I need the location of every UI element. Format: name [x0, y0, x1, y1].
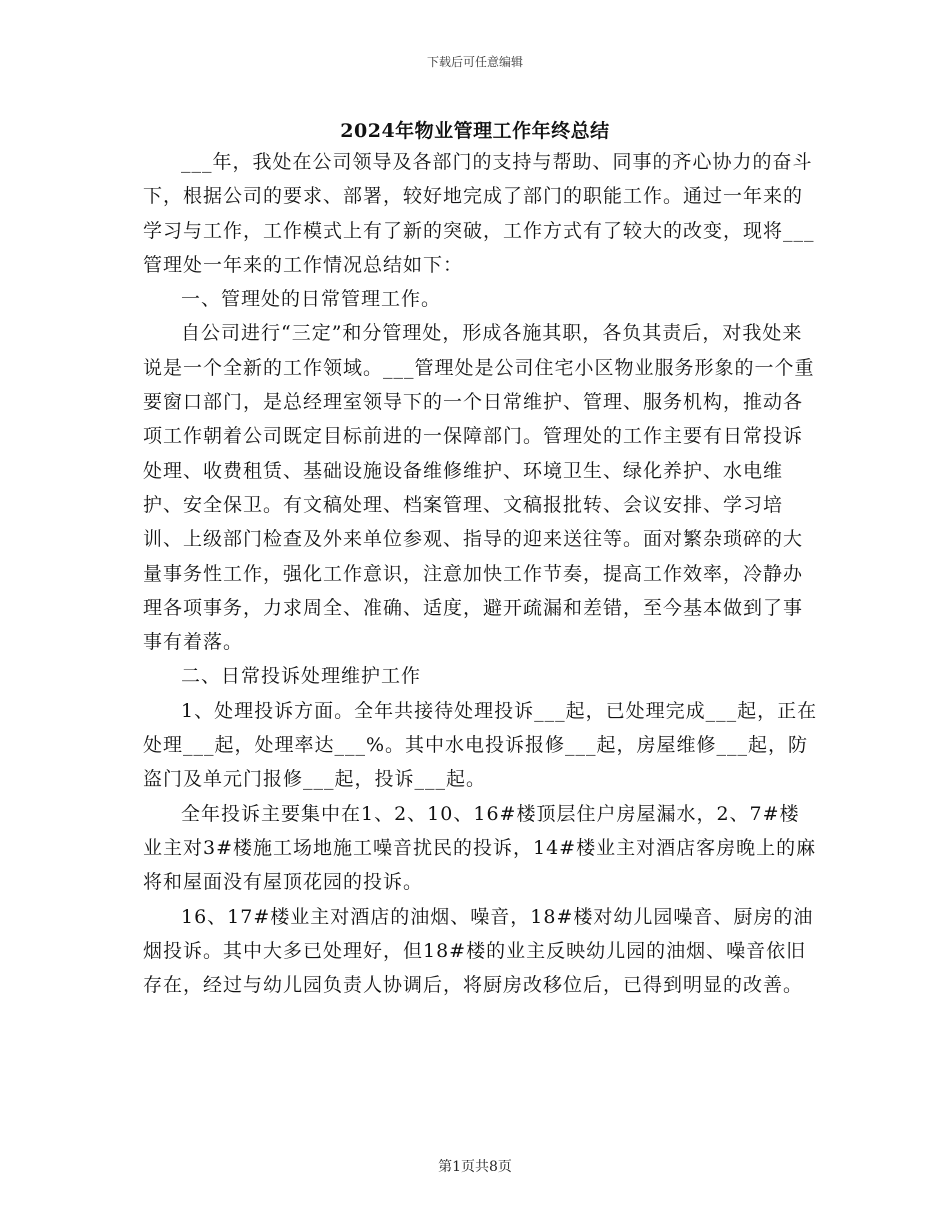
document-title: 2024年物业管理工作年终总结: [340, 120, 610, 142]
document-body: [143, 145, 818, 1002]
paragraph-daily-management: 自公司进行“三定”和分管理处，形成各施其职，各负其责后，对我处来说是一个全新的工作领域。___管理处是公司住宅小区物业服务形象的一个重要窗口部门，是总经理室领导下的一个日常维护、管理、服务机构，推动各项工作朝着公司既定目标前进的一保障部门。管理处的工作主要有日常投诉处理、收费租赁、基础设施设备维修维护、环境卫生、绿化养护、水电维护、安全保卫。有文稿处理、档案管理、文稿报批转、会议安排、学习培训、上级部门检查及外来单位参观、指导的迎来送往等。面对繁杂琐碎的大量事务性工作，强化工作意识，注意加快工作节奏，提高工作效率，冷静办理各项事务，力求周全、准确、适度，避开疏漏和差错，至今基本做到了事事有着落。: [143, 322, 815, 654]
paragraph-intro: ___年，我处在公司领导及各部门的支持与帮助、同事的齐心协力的奋斗下，根据公司的要求、部署，较好地完成了部门的职能工作。通过一年来的学习与工作，工作模式上有了新的突破，工作方式有了较大的改变，现将___管理处一年来的工作情况总结如下：: [143, 151, 815, 276]
paragraph-complaint-focus: 全年投诉主要集中在1、2、10、16#楼顶层住户房屋漏水，2、7#楼业主对3#楼施工场地施工噪音扰民的投诉，14#楼业主对酒店客房晚上的麻将和屋面没有屋顶花园的投诉。: [143, 802, 817, 894]
section-heading-1: 一、管理处的日常管理工作。: [181, 288, 442, 311]
page-number: 第1页共8页: [438, 1159, 512, 1175]
header-note: 下载后可任意编辑: [426, 55, 523, 69]
paragraph-complaint-followup: 16、17#楼业主对酒店的油烟、噪音，18#楼对幼儿园噪音、厨房的油烟投诉。其中大多已处理好，但18#楼的业主反映幼儿园的油烟、噪音依旧存在，经过与幼儿园负责人协调后，将厨房改移位后，已得到明显的改善。: [143, 905, 814, 997]
paragraph-complaint-stats: 1、处理投诉方面。全年共接待处理投诉___起，已处理完成___起，正在处理___起，处理率达___%。其中水电投诉报修___起，房屋维修___起，防盗门及单元门报修___起，投诉___起。: [143, 699, 818, 791]
section-heading-2: 二、日常投诉处理维护工作: [181, 665, 422, 688]
